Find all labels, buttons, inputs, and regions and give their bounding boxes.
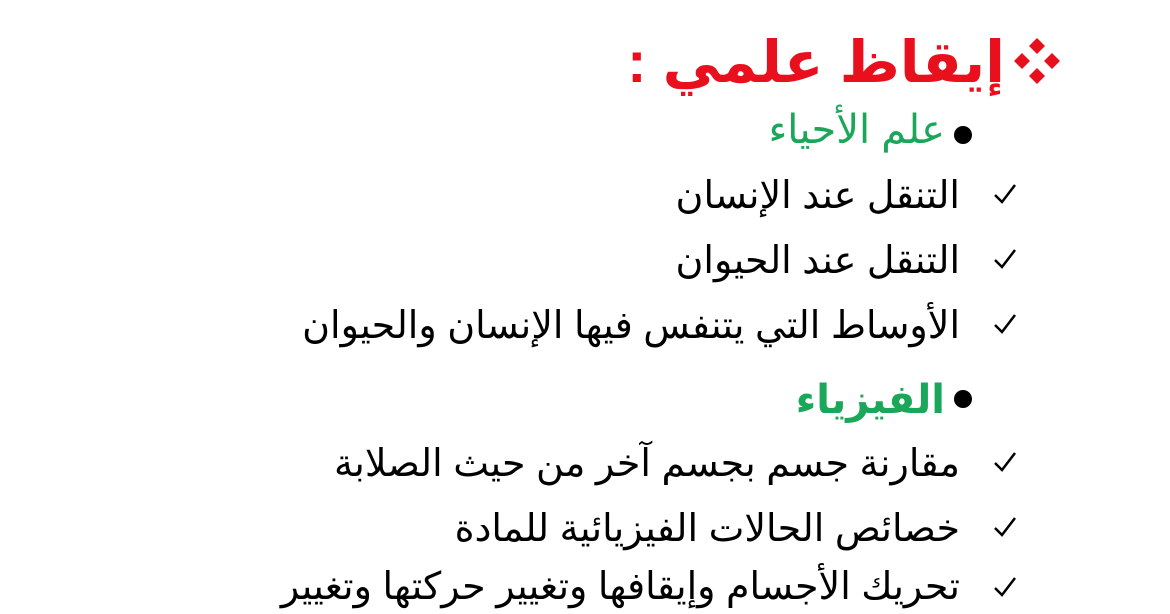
list-item: التنقل عند الإنسان [675,174,960,217]
checkmark-icon [992,574,1018,600]
checkmark-icon [992,311,1018,337]
checkmark-icon [992,449,1018,475]
bullet-dot [954,126,972,144]
list-item: الأوساط التي يتنفس فيها الإنسان والحيوان [302,304,960,347]
list-item: التنقل عند الحيوان [675,239,960,282]
checkmark-icon [992,181,1018,207]
list-item: خصائص الحالات الفيزيائية للمادة [454,507,960,550]
bullet-dot [954,390,972,408]
four-diamond-bullet-icon [1012,36,1062,86]
section-heading-physics: الفيزياء [795,378,945,422]
slide-title: إيقاظ علمي : [627,30,1005,95]
list-item: مقارنة جسم بجسم آخر من حيث الصلابة [333,442,960,485]
list-item: تحريك الأجسام وإيقافها وتغيير حركتها وتغيير [280,565,960,608]
section-heading-biology: علم الأحياء [768,108,945,152]
checkmark-icon [992,246,1018,272]
checkmark-icon [992,514,1018,540]
